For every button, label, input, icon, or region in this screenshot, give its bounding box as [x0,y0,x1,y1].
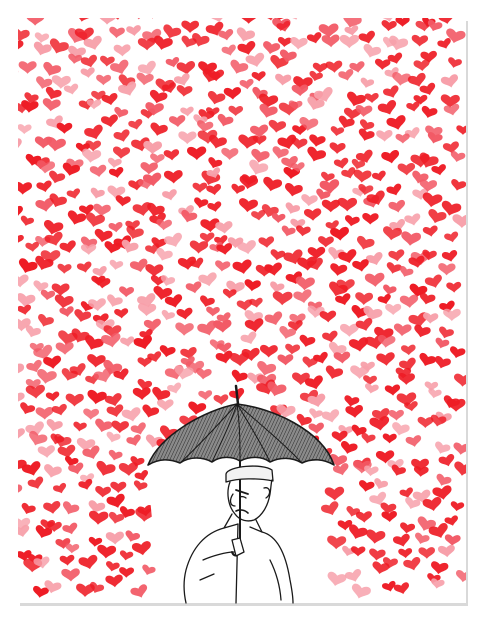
heart [1,169,17,182]
heart [129,5,149,19]
heart [317,5,334,17]
heart [2,68,20,82]
heart [180,3,197,16]
heart [192,4,210,17]
heart [1,584,18,597]
heart [144,7,161,19]
heart [0,15,17,29]
heart [56,6,73,19]
heart [346,6,363,20]
